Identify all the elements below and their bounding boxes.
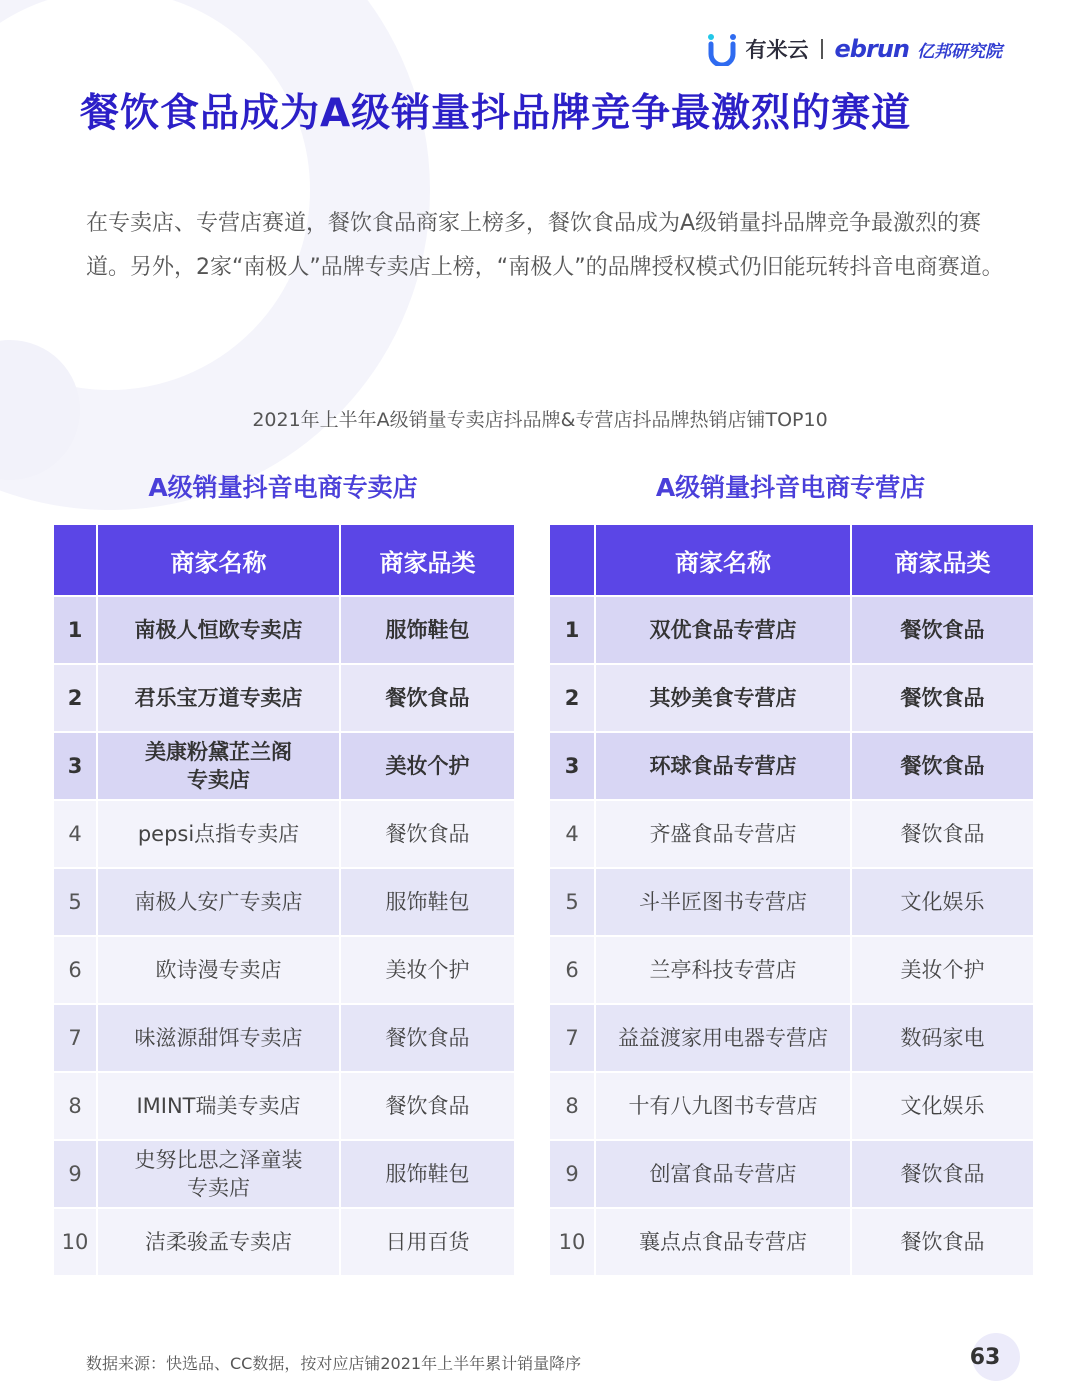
rank-cell: 8 — [53, 1072, 97, 1140]
merchant-category-cell: 餐饮食品 — [851, 1208, 1034, 1276]
table-row — [549, 732, 1034, 800]
merchant-category-cell: 餐饮食品 — [851, 664, 1034, 732]
intro-paragraph: 在专卖店、专营店赛道，餐饮食品商家上榜多，餐饮食品成为A级销量抖品牌竞争最激烈的赛道。另外，2家“南极人”品牌专卖店上榜，“南极人”的品牌授权模式仍旧能玩转抖音电商赛道。 — [86, 211, 1004, 280]
merchant-category-cell: 美妆个护 — [340, 732, 515, 800]
page-title: 餐饮食品成为A级销量抖品牌竞争最激烈的赛道 — [80, 91, 912, 136]
merchant-category-column-header: 商家品类 — [340, 524, 515, 596]
rank-cell: 5 — [53, 868, 97, 936]
table-row — [53, 664, 515, 732]
merchant-name-cell: pepsi点指专卖店 — [97, 800, 340, 868]
rank-cell: 9 — [549, 1140, 595, 1208]
merchant-name-cell: 南极人安广专卖店 — [97, 868, 340, 936]
merchant-name-cell: 南极人恒欧专卖店 — [97, 596, 340, 664]
merchant-category-cell: 美妆个护 — [340, 936, 515, 1004]
table-row — [53, 936, 515, 1004]
rank-cell: 7 — [549, 1004, 595, 1072]
merchant-category-cell: 服饰鞋包 — [340, 596, 515, 664]
table-row — [549, 1004, 1034, 1072]
merchant-name-cell: 斗半匠图书专营店 — [595, 868, 851, 936]
rank-cell: 2 — [549, 664, 595, 732]
merchant-category-cell: 服饰鞋包 — [340, 868, 515, 936]
table-row — [549, 1208, 1034, 1276]
table-row — [549, 596, 1034, 664]
table-row — [53, 1004, 515, 1072]
merchant-name-cell: 洁柔骏孟专卖店 — [97, 1208, 340, 1276]
merchant-name-cell: 益益渡家用电器专营店 — [595, 1004, 851, 1072]
merchant-category-cell: 文化娱乐 — [851, 868, 1034, 936]
merchant-name-cell: 兰亭科技专营店 — [595, 936, 851, 1004]
table-row — [549, 936, 1034, 1004]
table-row — [53, 1208, 515, 1276]
chart-title: 2021年上半年A级销量专卖店抖品牌&专营店抖品牌热销店铺TOP10 — [252, 409, 828, 431]
merchant-category-cell: 餐饮食品 — [340, 1004, 515, 1072]
merchant-category-cell: 餐饮食品 — [851, 732, 1034, 800]
table-row — [549, 868, 1034, 936]
merchant-name-cell: 襄点点食品专营店 — [595, 1208, 851, 1276]
merchant-category-cell: 美妆个护 — [851, 936, 1034, 1004]
table-row — [549, 800, 1034, 868]
rank-cell: 6 — [53, 936, 97, 1004]
table-row — [53, 800, 515, 868]
merchant-category-cell: 餐饮食品 — [340, 1072, 515, 1140]
rank-cell: 4 — [549, 800, 595, 868]
rank-cell: 1 — [53, 596, 97, 664]
merchant-name-column-header: 商家名称 — [595, 524, 851, 596]
table-row — [53, 1072, 515, 1140]
page-number: 63 — [969, 1345, 1001, 1370]
merchant-name-cell: 味滋源甜饵专卖店 — [97, 1004, 340, 1072]
rank-cell: 6 — [549, 936, 595, 1004]
merchant-name-cell: 双优食品专营店 — [595, 596, 851, 664]
data-source-note: 数据来源：快选品、CC数据，按对应店铺2021年上半年累计销量降序 — [86, 1354, 582, 1373]
left-table-heading: A级销量抖音电商专卖店 — [148, 473, 418, 502]
rank-cell: 5 — [549, 868, 595, 936]
logo-separator — [821, 39, 823, 59]
rank-column-header — [549, 524, 595, 596]
yibang-logo-text: 亿邦研究院 — [917, 41, 1002, 62]
merchant-category-cell: 餐饮食品 — [851, 1140, 1034, 1208]
table-row — [53, 596, 515, 664]
merchant-category-cell: 日用百货 — [340, 1208, 515, 1276]
merchant-category-cell: 文化娱乐 — [851, 1072, 1034, 1140]
rank-cell: 8 — [549, 1072, 595, 1140]
merchant-name-column-header: 商家名称 — [97, 524, 340, 596]
logo-bar — [706, 32, 1002, 66]
rank-cell: 1 — [549, 596, 595, 664]
rank-cell: 10 — [549, 1208, 595, 1276]
rank-cell: 4 — [53, 800, 97, 868]
ebrun-logo-text: ebrun — [834, 35, 909, 63]
merchant-name-cell: 十有八九图书专营店 — [595, 1072, 851, 1140]
table-row — [549, 664, 1034, 732]
merchant-name-cell: 其妙美食专营店 — [595, 664, 851, 732]
franchise-store-table — [548, 523, 1035, 1277]
rank-cell: 10 — [53, 1208, 97, 1276]
table-row — [549, 1140, 1034, 1208]
merchant-name-cell: 环球食品专营店 — [595, 732, 851, 800]
table-row — [549, 1072, 1034, 1140]
merchant-name-cell: 欧诗漫专卖店 — [97, 936, 340, 1004]
rank-cell: 3 — [549, 732, 595, 800]
table-row — [53, 732, 515, 800]
merchant-category-cell: 服饰鞋包 — [340, 1140, 515, 1208]
table-row — [53, 868, 515, 936]
rank-cell: 2 — [53, 664, 97, 732]
rank-cell: 7 — [53, 1004, 97, 1072]
merchant-name-cell: IMINT瑞美专卖店 — [97, 1072, 340, 1140]
merchant-category-cell: 数码家电 — [851, 1004, 1034, 1072]
rank-column-header — [53, 524, 97, 596]
exclusive-store-table — [52, 523, 516, 1277]
merchant-name-cell: 齐盛食品专营店 — [595, 800, 851, 868]
right-table-heading: A级销量抖音电商专营店 — [655, 473, 926, 502]
merchant-category-cell: 餐饮食品 — [340, 664, 515, 732]
merchant-name-cell: 史努比思之泽童装 专卖店 — [97, 1140, 340, 1208]
merchant-category-cell: 餐饮食品 — [340, 800, 515, 868]
merchant-name-cell: 美康粉黛芷兰阁 专卖店 — [97, 732, 340, 800]
page-number-badge — [952, 1331, 1018, 1385]
merchant-category-cell: 餐饮食品 — [851, 596, 1034, 664]
rank-cell: 9 — [53, 1140, 97, 1208]
merchant-category-column-header: 商家品类 — [851, 524, 1034, 596]
merchant-name-cell: 创富食品专营店 — [595, 1140, 851, 1208]
merchant-category-cell: 餐饮食品 — [851, 800, 1034, 868]
merchant-name-cell: 君乐宝万道专卖店 — [97, 664, 340, 732]
table-row — [53, 1140, 515, 1208]
youmi-logo-icon — [706, 32, 738, 66]
youmi-logo-text: 有米云 — [745, 38, 809, 62]
rank-cell: 3 — [53, 732, 97, 800]
